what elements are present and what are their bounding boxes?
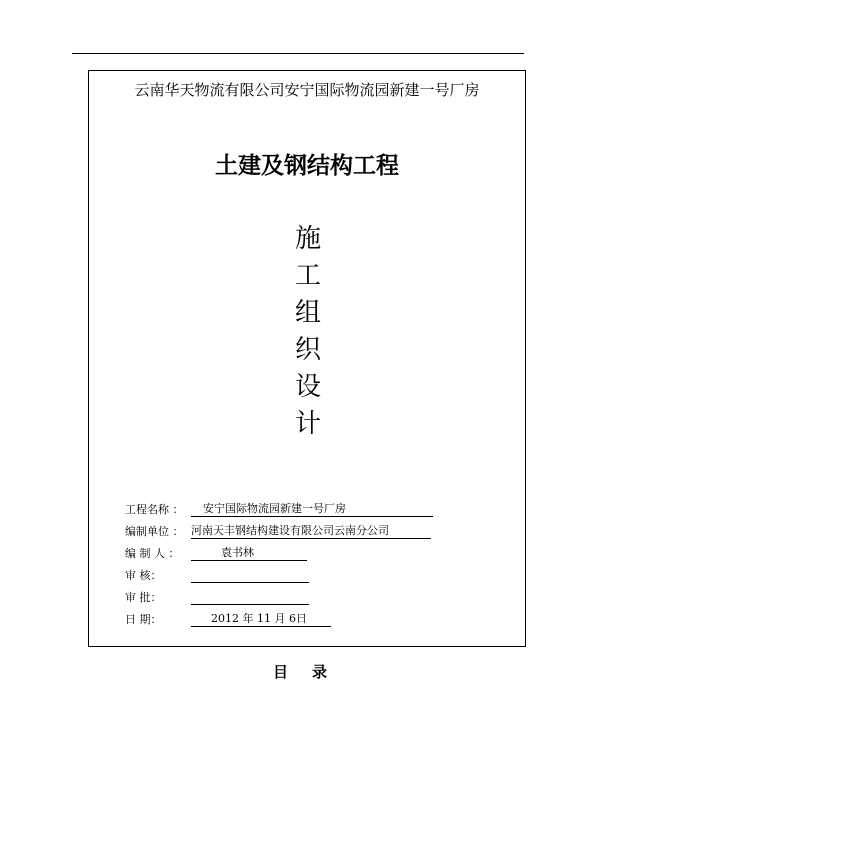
toc-heading-char: 录 <box>312 663 328 681</box>
vertical-title-char: 织 <box>294 335 321 365</box>
project-name-value: 安宁国际物流园新建一号厂房 <box>191 501 433 517</box>
compiler-unit-label: 编制单位 ： <box>125 525 184 538</box>
vertical-title-char: 组 <box>294 298 321 328</box>
info-row-compiler <box>125 545 433 567</box>
vertical-title-char: 设 <box>294 372 321 402</box>
project-name-label: 工程名称 ： <box>125 503 184 516</box>
date-value: 2012 年 11 月 6日 <box>191 611 331 627</box>
vertical-title-char: 工 <box>294 261 321 291</box>
review-value <box>191 567 309 583</box>
info-block <box>125 501 433 633</box>
compiler-label: 编 制 人 ： <box>125 547 180 560</box>
toc-heading-char: 目 <box>272 663 288 681</box>
top-rule <box>72 53 524 54</box>
approve-label: 审 批： <box>125 591 162 604</box>
vertical-title-char: 施 <box>294 224 321 254</box>
review-label: 审 核： <box>125 569 162 582</box>
cover-header: 云南华天物流有限公司安宁国际物流园新建一号厂房 <box>134 81 480 99</box>
info-row-project-name <box>125 501 433 523</box>
vertical-title <box>293 221 323 443</box>
compiler-value: 袁书林 <box>191 545 307 561</box>
date-label: 日 期： <box>125 613 162 626</box>
vertical-title-char: 计 <box>294 409 321 439</box>
approve-value <box>191 589 309 605</box>
info-row-date <box>125 611 433 633</box>
info-row-compiler-unit <box>125 523 433 545</box>
info-row-approve <box>125 589 433 611</box>
cover-frame <box>88 70 526 647</box>
info-row-review <box>125 567 433 589</box>
main-title: 土建及钢结构工程 <box>215 152 399 179</box>
toc-heading <box>0 661 600 682</box>
compiler-unit-value: 河南天丰钢结构建设有限公司云南分公司 <box>191 523 431 539</box>
